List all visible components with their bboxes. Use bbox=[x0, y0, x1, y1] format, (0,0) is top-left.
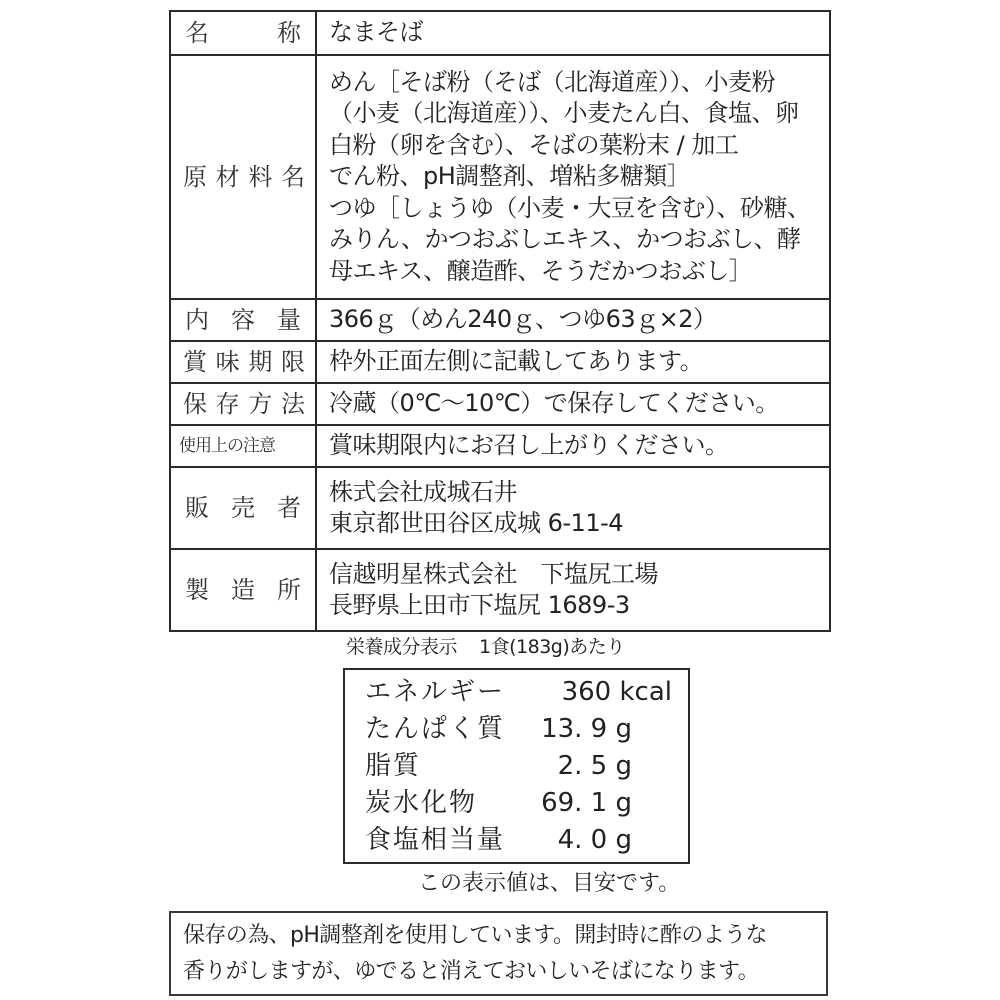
seller-company: 株式会社成城石井 bbox=[329, 477, 517, 506]
nutrient-name: 脂質 bbox=[365, 751, 422, 781]
label-heading-net-contents: 内容量 bbox=[170, 299, 316, 341]
nutrition-row-salt bbox=[365, 822, 505, 858]
nutrition-note: この表示値は、目安です。 bbox=[418, 871, 681, 896]
ingredients-line: みりん、かつおぶしエキス、かつおぶし、酵 bbox=[329, 225, 801, 254]
label-row-ingredients bbox=[170, 55, 830, 299]
label-row-manufacturer bbox=[170, 549, 830, 631]
seller-address: 東京都世田谷区成城 6-11-4 bbox=[329, 509, 624, 537]
product-name-text: なまそば bbox=[329, 18, 423, 47]
label-heading-seller: 販売者 bbox=[170, 467, 316, 549]
preservative-notice-box bbox=[169, 911, 828, 996]
ingredients-line: つゆ［しょうゆ（小麦・大豆を含む）、砂糖、 bbox=[329, 193, 811, 222]
nutrient-value-carbohydrate: 69. 1 g bbox=[541, 788, 632, 818]
notice-line: 香りがしますが、ゆでると消えておいしいそばになります。 bbox=[183, 959, 760, 984]
nutrient-value-salt: 4. 0 g bbox=[557, 825, 632, 855]
nutrient-name: たんぱく質 bbox=[365, 714, 506, 744]
notice-line: 保存の為、pH調整剤を使用しています。開封時に酢のような bbox=[183, 923, 767, 948]
product-name-value bbox=[316, 11, 830, 55]
label-row-name bbox=[170, 11, 830, 55]
nutrient-value-protein: 13. 9 g bbox=[541, 714, 632, 744]
label-row-storage bbox=[170, 383, 830, 425]
label-heading-name: 名 称 bbox=[170, 11, 316, 55]
manufacturer-address: 長野県上田市下塩尻 1689-3 bbox=[329, 591, 630, 619]
label-row-best-before bbox=[170, 341, 830, 383]
ingredients-line: でん粉、pH調整剤、増粘多糖類］ bbox=[329, 162, 691, 191]
ingredients-line: めん［そば粉（そば（北海道産））、小麦粉 bbox=[329, 67, 775, 96]
storage-text: 冷蔵（0℃〜10℃）で保存してください。 bbox=[329, 389, 779, 418]
product-label-table bbox=[169, 10, 831, 632]
nutrition-serving: 1食(183g)あたり bbox=[479, 636, 625, 658]
nutrient-name: 炭水化物 bbox=[365, 788, 478, 818]
seller-value bbox=[316, 467, 830, 549]
label-heading-ingredients: 原材料名 bbox=[170, 55, 316, 299]
caution-value bbox=[316, 425, 830, 467]
manufacturer-company: 信越明星株式会社 下塩尻工場 bbox=[329, 559, 658, 588]
nutrient-name: 食塩相当量 bbox=[365, 825, 506, 855]
label-heading-best-before: 賞味期限 bbox=[170, 341, 316, 383]
nutrition-row-energy bbox=[365, 674, 505, 710]
ingredients-line: 母エキス、醸造酢、そうだかつおぶし］ bbox=[329, 256, 753, 285]
ingredients-value bbox=[316, 55, 830, 299]
nutrient-value-energy: 360 kcal bbox=[561, 677, 672, 707]
ingredients-line: 白粉（卵を含む）、そばの葉粉末 / 加工 bbox=[329, 130, 739, 159]
storage-value bbox=[316, 383, 830, 425]
nutrition-row-protein bbox=[365, 711, 505, 747]
nutrient-name: エネルギー bbox=[365, 677, 506, 707]
label-heading-manufacturer: 製造所 bbox=[170, 549, 316, 631]
ingredients-line: （小麦（北海道産））、小麦たん白、食塩、卵 bbox=[329, 99, 799, 128]
net-contents-value bbox=[316, 299, 830, 341]
best-before-value bbox=[316, 341, 830, 383]
net-contents-text: 366ｇ（めん240ｇ、つゆ63ｇ×2） bbox=[329, 305, 717, 334]
nutrient-value-fat: 2. 5 g bbox=[557, 751, 632, 781]
nutrition-row-carbohydrate bbox=[365, 785, 477, 821]
manufacturer-value bbox=[316, 549, 830, 631]
label-row-net-contents bbox=[170, 299, 830, 341]
label-row-caution bbox=[170, 425, 830, 467]
caution-text: 賞味期限内にお召し上がりください。 bbox=[329, 431, 729, 460]
label-heading-caution: 使用上の注意 bbox=[170, 425, 316, 467]
nutrition-facts-box bbox=[343, 668, 690, 864]
nutrition-title bbox=[346, 634, 625, 660]
nutrition-row-fat bbox=[365, 748, 421, 784]
best-before-text: 枠外正面左側に記載してあります。 bbox=[329, 347, 704, 376]
label-row-seller bbox=[170, 467, 830, 549]
nutrition-title-text: 栄養成分表示 bbox=[346, 636, 458, 658]
label-heading-storage: 保存方法 bbox=[170, 383, 316, 425]
